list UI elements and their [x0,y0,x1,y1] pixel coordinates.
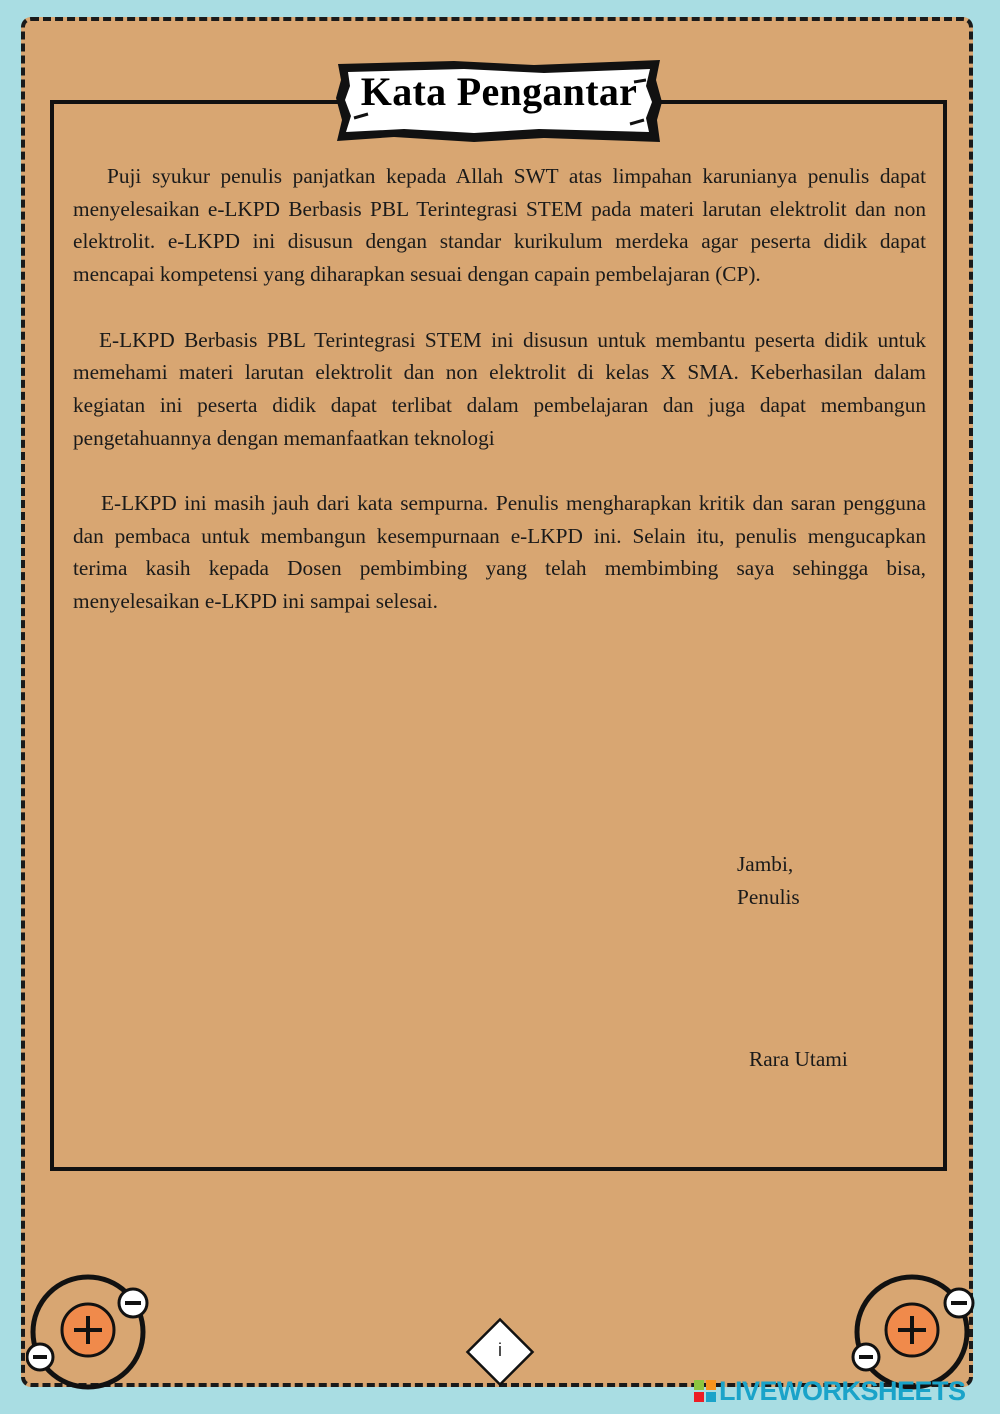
signoff-place: Jambi, [737,852,794,876]
author-name: Rara Utami [749,1047,848,1071]
liveworksheets-logo-icon [693,1379,717,1403]
body-text [73,160,926,651]
page-number: i [498,1340,502,1360]
watermark [693,1376,966,1406]
paragraph-closing: E-LKPD ini masih jauh dari kata sempurna. Penulis mengharapkan kritik dan saran pengguna dan pembaca untuk membangun kesempurnaan e-LKPD ini. Selain itu, penulis mengucapkan terima kasih kepada Dosen pembimbing yang telah membimbing saya sehingga bisa, menyelesaikan e-LKPD ini sampai selesai. [73,491,926,614]
signoff-role: Penulis [737,885,800,909]
paragraph-purpose: E-LKPD Berbasis PBL Terintegrasi STEM ini disusun untuk membantu peserta didik untuk memehami materi larutan elektrolit dan non elektrolit di kelas X SMA. Keberhasilan dalam kegiatan ini peserta didik dapat terlibat dalam pembelajaran dan juga dapat membangun pengetahuannya dengan memanfaatkan teknologi [73,327,926,450]
signoff-block [737,848,800,914]
atom-icon [850,1272,980,1390]
page-title: Kata Pengantar [360,69,638,114]
paragraph-intro: Puji syukur penulis panjatkan kepada Allah SWT atas limpahan karunianya penulis dapat menyelesaikan e-LKPD Berbasis PBL Terintegrasi STEM pada materi larutan elektrolit dan non elektrolit. e-LKPD ini disusun dengan standar kurikulum merdeka agar peserta didik dapat mencapai kompetensi yang diharapkan sesuai dengan capain pembelajaran (CP). [73,164,926,287]
title-banner [334,58,664,144]
atom-icon [26,1272,156,1390]
watermark-text: LIVEWORKSHEETS [719,1376,966,1406]
